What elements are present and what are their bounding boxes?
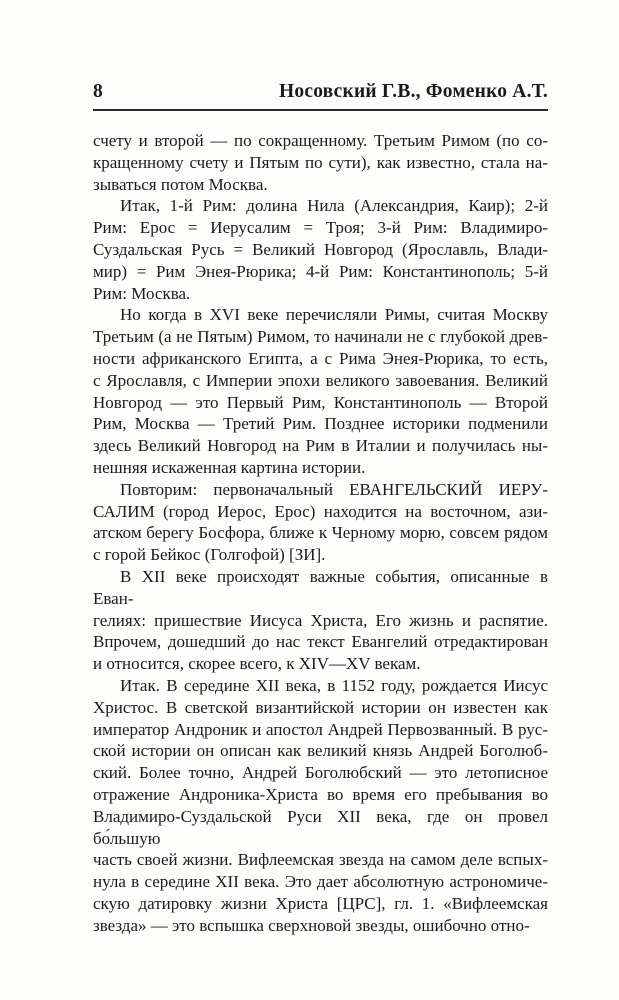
text-line: Христос. В светской византийской истории он известен как — [93, 697, 548, 717]
text-line: с горой Бейкос (Голгофой) [ЗИ]. — [93, 545, 326, 565]
text-line: нешняя искаженная картина истории. — [93, 457, 366, 477]
text-line: гелиях: пришествие Иисуса Христа, Его жизнь и распятие. — [93, 610, 548, 630]
text-line: ности африканского Египта, а с Рима Энея-Рюрика, то есть, — [93, 348, 548, 368]
text-line: атском берегу Босфора, ближе к Черному морю, совсем рядом — [93, 523, 548, 543]
text-line: Рим: Москва. — [93, 283, 191, 303]
text-line: часть своей жизни. Вифлеемская звезда на самом деле вспых- — [93, 850, 548, 870]
text-line: счету и второй — по сокращенному. Третьим Римом (по со- — [93, 131, 548, 150]
text-line: САЛИМ (город Иерос, Ерос) находится на восточном, ази- — [93, 501, 548, 521]
running-head — [93, 80, 548, 104]
paragraph — [93, 675, 548, 937]
text-line: зываться потом Москва. — [93, 174, 268, 194]
text-line: звезда» — это вспышка сверхновой звезды, ошибочно отно- — [93, 915, 530, 935]
text-line: с Ярославля, с Империи эпохи великого завоевания. Великий — [93, 370, 548, 390]
text-line: кращенному счету и Пятым по сути), как известно, стала на- — [93, 152, 548, 172]
text-line: В XII веке происходят важные события, описанные в Еван- — [93, 566, 548, 608]
paragraph — [93, 566, 548, 675]
text-line: Итак. В середине XII века, в 1152 году, рождается Иисус — [120, 675, 548, 695]
text-line: здесь Великий Новгород на Рим в Италии и получилась ны- — [93, 436, 548, 456]
paragraph — [93, 130, 548, 195]
running-head-authors: Носовский Г.В., Фоменко А.Т. — [279, 81, 548, 102]
text-line: Итак, 1-й Рим: долина Нила (Александрия, Каир); 2-й — [120, 196, 548, 216]
text-line: Впрочем, дошедший до нас текст Евангелий отредактирован — [93, 632, 548, 652]
text-line: ский. Более точно, Андрей Боголюбский — это летописное — [93, 763, 548, 783]
text-line: Владимиро-Суздальской Руси XII века, где он провел бо́льшую — [93, 806, 548, 848]
text-line: Рим: Ерос = Иерусалим = Троя; 3-й Рим: Владимиро- — [93, 218, 548, 238]
text-line: и относится, скорее всего, к XIV—XV векам. — [93, 654, 421, 674]
text-line: император Андроник и апостол Андрей Первозванный. В рус- — [93, 719, 548, 739]
text-body — [93, 130, 548, 936]
paragraph — [93, 479, 548, 566]
header-rule — [93, 109, 548, 111]
text-line: Повторим: первоначальный ЕВАНГЕЛЬСКИЙ ИЕРУ- — [120, 479, 548, 499]
paragraph — [93, 195, 548, 304]
text-line: Но когда в XVI веке перечисляли Римы, считая Москву — [120, 305, 548, 325]
text-line: Третьим (а не Пятым) Римом, то начинали не с глубокой древ- — [93, 327, 548, 347]
text-line: ской истории он описан как великий князь Андрей Боголюб- — [93, 741, 548, 761]
text-line: Рим, Москва — Третий Рим. Позднее историки подменили — [93, 414, 548, 434]
text-line: Суздальская Русь = Великий Новгород (Ярославль, Влади- — [93, 239, 548, 259]
text-line: мир) = Рим Энея-Рюрика; 4-й Рим: Константинополь; 5-й — [93, 261, 548, 281]
text-line: Новгород — это Первый Рим, Константинополь — Второй — [93, 392, 548, 412]
paragraph — [93, 304, 548, 478]
page-number: 8 — [93, 81, 103, 102]
text-line: скую датировку жизни Христа [ЦРС], гл. 1. «Вифлеемская — [93, 893, 548, 913]
page-content — [93, 80, 548, 936]
text-line: отражение Андроника-Христа во время его пребывания во — [93, 784, 548, 804]
text-line: нула в середине XII века. Это дает абсолютную астрономиче- — [93, 872, 548, 892]
